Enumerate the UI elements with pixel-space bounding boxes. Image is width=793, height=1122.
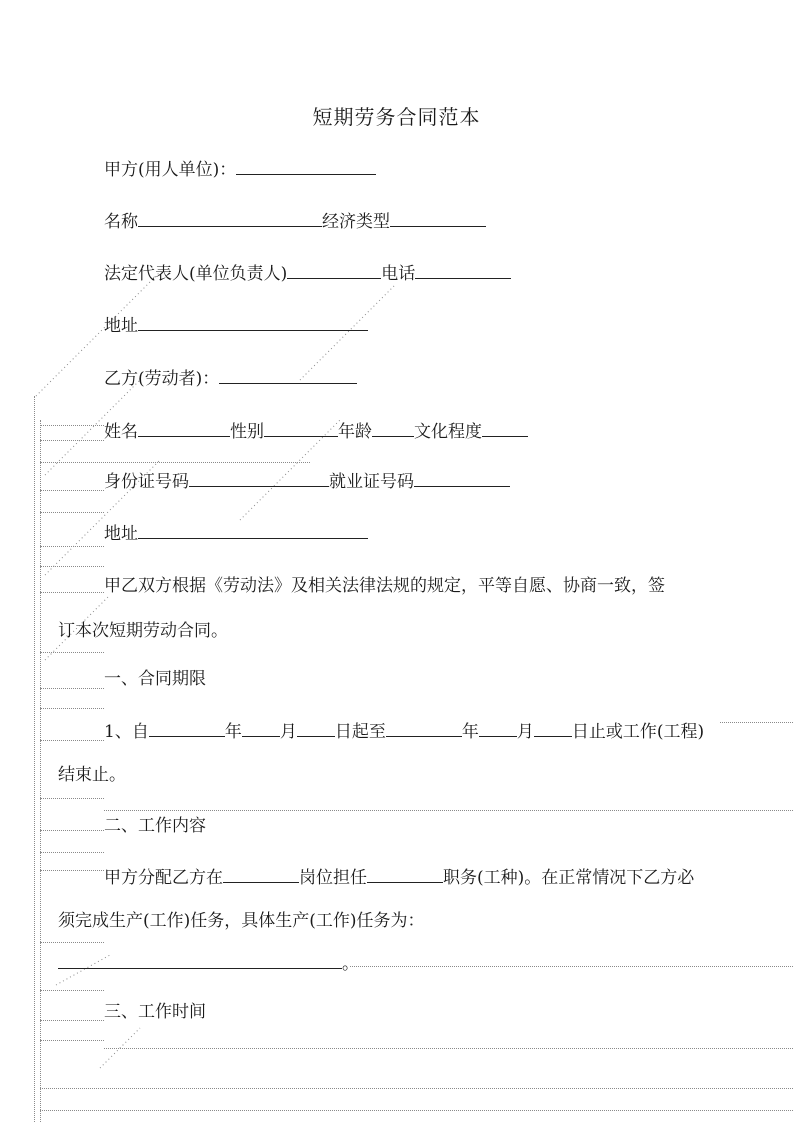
phone-label: 电话: [381, 264, 416, 284]
dotted-leader: [40, 1040, 104, 1041]
dotted-leader: [40, 942, 104, 943]
address-a-blank[interactable]: [138, 314, 368, 331]
dotted-leader: [40, 688, 104, 689]
name-blank[interactable]: [138, 210, 322, 227]
party-a-line: [104, 158, 376, 181]
intro-paragraph-line-1: 甲乙双方根据《劳动法》及相关法律法规的规定，平等自愿、协商一致，签: [104, 576, 665, 596]
party-b-line: [104, 367, 357, 390]
age-label: 年龄: [338, 422, 372, 442]
start-month-blank[interactable]: [242, 720, 280, 737]
month-label: 月: [279, 722, 297, 742]
duty-blank[interactable]: [367, 866, 443, 883]
month-label-2: 月: [516, 722, 534, 742]
work-content-text-b: 岗位担任: [299, 868, 367, 888]
day-from-label: 日起至: [334, 722, 386, 742]
work-content-text-c: 职务(工种)。在正常情况下乙方必: [443, 868, 695, 888]
dotted-leader: [40, 708, 104, 709]
dotted-leader: [40, 425, 104, 426]
document-title: 短期劳务合同范本: [312, 105, 481, 129]
dotted-leader: [40, 592, 104, 593]
dotted-leader: [40, 512, 104, 513]
start-year-blank[interactable]: [149, 720, 225, 737]
address-b-line: [104, 522, 368, 545]
party-b-label: 乙方(劳动者)：: [104, 369, 220, 389]
term-start-text: 1、自: [104, 722, 149, 742]
dotted-leader: [720, 722, 793, 723]
margin-dotted-line-2: [40, 420, 41, 1122]
work-content-text-a: 甲方分配乙方在: [104, 868, 223, 888]
legal-rep-label: 法定代表人(单位负责人): [104, 264, 288, 284]
personal-info-line: [104, 420, 528, 443]
dotted-leader: [40, 652, 104, 653]
end-year-blank[interactable]: [386, 720, 462, 737]
phone-blank[interactable]: [415, 262, 511, 279]
name-line: [104, 210, 486, 233]
dotted-leader: [40, 740, 104, 741]
dotted-leader: [40, 1088, 793, 1089]
work-task-end: 。: [342, 954, 359, 974]
dotted-leader: [40, 490, 104, 491]
party-a-label: 甲方(用人单位)：: [104, 160, 237, 180]
section-2-heading: 二、工作内容: [104, 816, 206, 836]
econ-type-label: 经济类型: [322, 212, 390, 232]
employment-no-label: 就业证号码: [329, 472, 414, 492]
name-label: 名称: [104, 212, 138, 232]
gender-blank[interactable]: [264, 420, 338, 437]
term-line-end: 结束止。: [58, 765, 126, 785]
dotted-leader: [350, 966, 793, 967]
education-blank[interactable]: [482, 420, 528, 437]
dotted-leader: [40, 830, 104, 831]
dotted-leader: [40, 1020, 104, 1021]
gender-label: 性别: [230, 422, 264, 442]
dotted-leader: [40, 546, 104, 547]
dotted-leader: [104, 1048, 793, 1049]
year-label: 年: [224, 722, 242, 742]
id-blank[interactable]: [189, 470, 329, 487]
section-3-heading: 三、工作时间: [104, 1002, 206, 1022]
margin-dotted-line: [34, 396, 35, 1122]
dotted-leader: [40, 990, 104, 991]
dotted-leader: [104, 810, 793, 811]
year-label-2: 年: [461, 722, 479, 742]
work-task-line: [58, 952, 359, 975]
address-label: 地址: [104, 316, 138, 336]
b-name-blank[interactable]: [138, 420, 230, 437]
intro-paragraph-line-2: 订本次短期劳动合同。: [58, 621, 228, 641]
start-day-blank[interactable]: [297, 720, 335, 737]
education-label: 文化程度: [414, 422, 482, 442]
section-1-heading: 一、合同期限: [104, 669, 206, 689]
employment-no-blank[interactable]: [414, 470, 510, 487]
dotted-leader: [40, 1110, 793, 1111]
work-task-blank[interactable]: [58, 952, 342, 969]
age-blank[interactable]: [372, 420, 414, 437]
dotted-leader: [40, 566, 104, 567]
dotted-leader: [40, 852, 104, 853]
term-line: [104, 720, 704, 743]
id-line: [104, 470, 510, 493]
b-address-label: 地址: [104, 524, 138, 544]
dotted-leader: [40, 870, 104, 871]
end-day-blank[interactable]: [534, 720, 572, 737]
address-b-blank[interactable]: [138, 522, 368, 539]
address-a-line: [104, 314, 368, 337]
day-to-label: 日止或工作(工程): [571, 722, 705, 742]
party-b-blank[interactable]: [219, 367, 357, 384]
dotted-leader: [40, 462, 310, 463]
id-label: 身份证号码: [104, 472, 189, 492]
b-name-label: 姓名: [104, 422, 138, 442]
position-blank[interactable]: [223, 866, 299, 883]
end-month-blank[interactable]: [479, 720, 517, 737]
dotted-leader: [40, 798, 104, 799]
legal-rep-blank[interactable]: [287, 262, 381, 279]
party-a-blank[interactable]: [236, 158, 376, 175]
work-content-line-2: 须完成生产(工作)任务，具体生产(工作)任务为：: [58, 911, 425, 931]
dotted-leader: [40, 440, 104, 441]
work-content-line-1: [104, 866, 694, 889]
econ-type-blank[interactable]: [390, 210, 486, 227]
legal-rep-line: [104, 262, 511, 285]
